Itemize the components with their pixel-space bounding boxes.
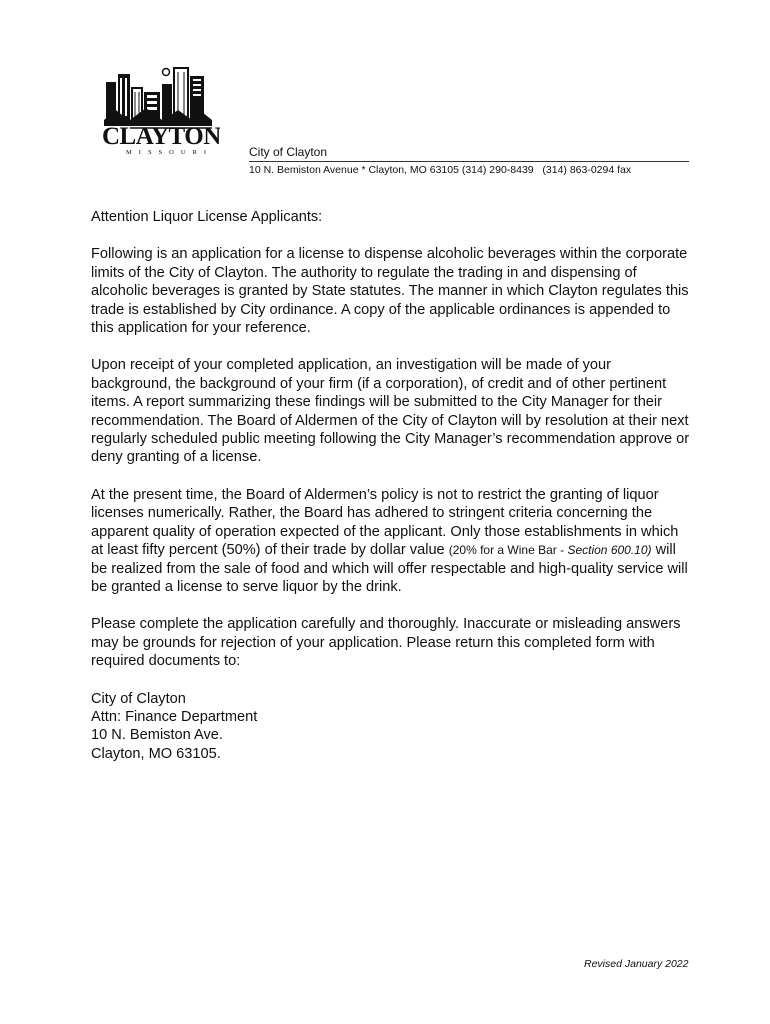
address-line: 10 N. Bemiston Ave. <box>91 727 223 744</box>
logo-wordmark: CLAYTON <box>102 123 220 150</box>
policy-text-end: will be realized from the sale of food and which will offer respectable and high-quality service will be granted a license to serve liquor by the drink. <box>91 542 688 595</box>
section-reference: Section 600.10) <box>567 543 652 558</box>
policy-text-start: At the present time, the Board of Aldermen’s policy is not to restrict the granting of liquor licenses numerically. Rather, the Board has adhered to stringent criteria concerning the apparent quality of operation expected of the applicant. Only those establishments in which at least fifty percent (50%) of their trade by dollar value <box>91 486 679 559</box>
org-name: City of Clayton <box>249 145 328 159</box>
letter-body <box>91 208 691 763</box>
paragraph-investigation: Upon receipt of your completed application, an investigation will be made of your background, the background of your firm (if a corporation), of credit and of other pertinent items. A report summarizing these findings will be submitted to the City Manager for their recommendation. The Board of Aldermen of the City of Clayton will by resolution at their next regularly scheduled public meeting following the City Manager’s recommendation approve or deny granting of a license. <box>91 357 690 466</box>
revision-date: Revised January 2022 <box>584 958 689 970</box>
paragraph-intro: Following is an application for a license to dispense alcoholic beverages within the corporate limits of the City of Clayton. The authority to regulate the trading in and dispensing of alcoholic beverages is granted by State statutes. The manner in which Clayton regulates this trade is established by City ordinance. A copy of the applicable ordinances is appended to this application for your reference. <box>91 246 689 337</box>
address-line: City of Clayton <box>91 690 186 707</box>
city-skyline-icon <box>100 64 220 156</box>
wine-bar-note: (20% for a Wine Bar - <box>448 543 568 558</box>
letterhead-divider <box>249 161 689 162</box>
paragraph-instructions: Please complete the application carefully and thoroughly. Inaccurate or misleading answers may be grounds for rejection of your application. Please return this completed form with required documents to: <box>91 616 681 670</box>
salutation: Attention Liquor License Applicants: <box>91 209 323 225</box>
city-logo <box>100 64 220 156</box>
letterhead <box>249 145 689 177</box>
address-line: Attn: Finance Department <box>91 708 258 725</box>
logo-subtitle: MISSOURI <box>126 149 214 156</box>
org-address: 10 N. Bemiston Avenue * Clayton, MO 63105 (314) 290-8439 (314) 863-0294 fax <box>249 164 632 176</box>
paragraph-policy <box>91 486 691 596</box>
return-address <box>91 690 691 764</box>
address-line: Clayton, MO 63105. <box>91 745 221 762</box>
